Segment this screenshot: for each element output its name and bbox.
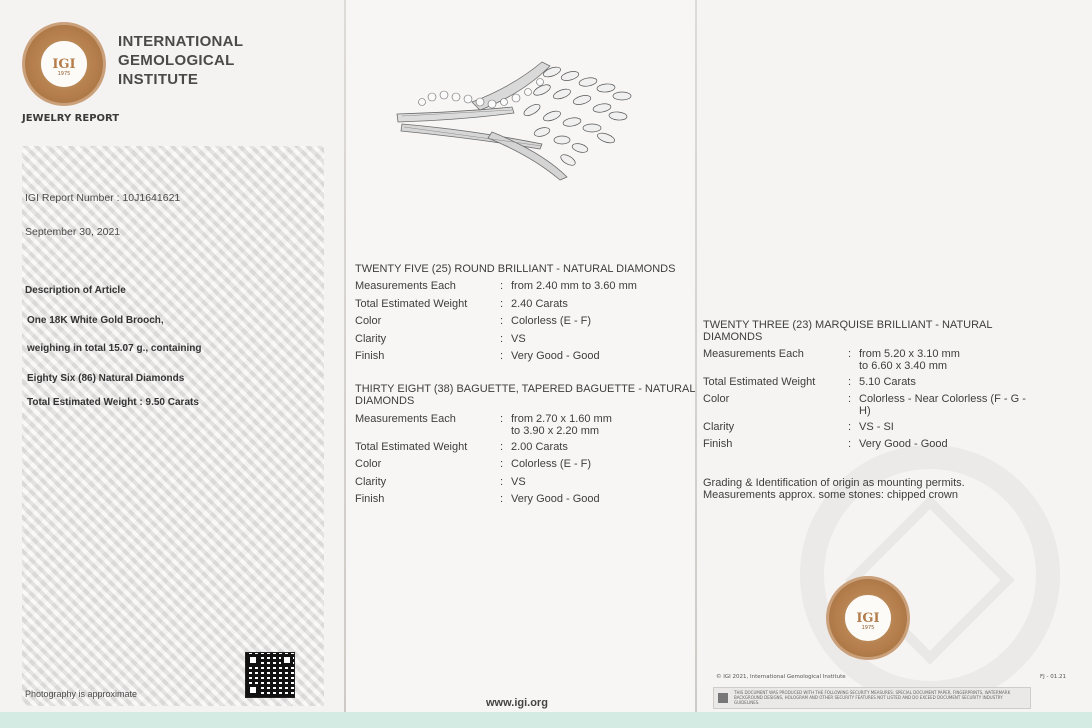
separator: : — [500, 413, 504, 425]
bottom-edge — [0, 712, 1092, 728]
description-line-1: One 18K White Gold Brooch, — [27, 315, 164, 326]
seal-mark: IGI — [52, 56, 76, 72]
description-line-3: Eighty Six (86) Natural Diamonds — [27, 373, 185, 384]
separator: : — [500, 493, 504, 505]
separator: : — [500, 458, 504, 470]
separator: : — [848, 438, 852, 450]
group3-value-measurements: from 5.20 x 3.10 mm — [859, 348, 960, 360]
group1-label-clarity: Clarity — [355, 333, 387, 345]
group3-label-color: Color — [703, 393, 730, 405]
group2-value-color: Colorless (E - F) — [511, 458, 592, 470]
separator: : — [500, 298, 504, 310]
group2-title: THIRTY EIGHT (38) BAGUETTE, TAPERED BAGUETTE - NATURAL — [355, 383, 696, 395]
separator: : — [500, 476, 504, 488]
group3-value-weight: 5.10 Carats — [859, 376, 916, 388]
report-type-title: JEWELRY REPORT — [22, 113, 120, 124]
separator: : — [848, 393, 852, 405]
photography-note: Photography is approximate — [25, 689, 138, 699]
group2-label-finish: Finish — [355, 493, 385, 505]
separator: : — [500, 315, 504, 327]
qr-code[interactable] — [245, 652, 295, 698]
comment-line-1: Grading & Identification of origin as mounting permits. — [703, 477, 965, 489]
separator: : — [848, 376, 852, 388]
form-code: FJ - 01.21 — [1040, 674, 1067, 680]
group1-label-weight: Total Estimated Weight — [355, 298, 468, 310]
brooch-photo — [392, 52, 640, 182]
separator: : — [500, 350, 504, 362]
group2-label-measurements: Measurements Each — [355, 413, 456, 425]
group1-label-color: Color — [355, 315, 382, 327]
group2-value-weight: 2.00 Carats — [511, 441, 568, 453]
report-number: IGI Report Number : 10J1641621 — [25, 192, 181, 204]
group1-value-measurements: from 2.40 mm to 3.60 mm — [511, 280, 637, 292]
security-note: THIS DOCUMENT WAS PRODUCED WITH THE FOLLOWING SECURITY MEASURES: SPECIAL DOCUMENT PAPER, FINGERPRINTS, WATERMARK BACKGROUND DESIGNS, HOLOGRAM AND OTHER SECURITY FEATURES NOT LISTED AND DO EXCEED DOCUMENT SECURITY INDUSTRY GUIDELINES. — [734, 690, 1011, 705]
group2-label-color: Color — [355, 458, 382, 470]
group3-value-measurements-line2: to 6.60 x 3.40 mm — [859, 360, 948, 372]
group2-value-finish: Very Good - Good — [511, 493, 600, 505]
total-weight-summary: Total Estimated Weight : 9.50 Carats — [27, 397, 199, 408]
separator: : — [500, 441, 504, 453]
group3-value-color: Colorless - Near Colorless (F - G - — [859, 393, 1026, 405]
group3-label-weight: Total Estimated Weight — [703, 376, 816, 388]
separator: : — [848, 421, 852, 433]
description-line-2: weighing in total 15.07 g., containing — [27, 343, 202, 354]
security-features-box — [713, 687, 1031, 709]
website-link[interactable]: www.igi.org — [486, 697, 548, 709]
group2-value-measurements-line2: to 3.90 x 2.20 mm — [511, 425, 600, 437]
group3-label-clarity: Clarity — [703, 421, 735, 433]
group1-value-weight: 2.40 Carats — [511, 298, 568, 310]
group2-value-clarity: VS — [511, 476, 526, 488]
separator: : — [848, 348, 852, 360]
group1-value-clarity: VS — [511, 333, 526, 345]
group3-value-color-line2: H) — [859, 405, 871, 417]
group1-label-finish: Finish — [355, 350, 385, 362]
group1-value-finish: Very Good - Good — [511, 350, 600, 362]
group1-label-measurements: Measurements Each — [355, 280, 456, 292]
copyright-note: © IGI 2021, International Gemological Institute — [716, 674, 846, 680]
group2-label-clarity: Clarity — [355, 476, 387, 488]
group3-value-clarity: VS - SI — [859, 421, 894, 433]
group3-title-line2: DIAMONDS — [703, 331, 763, 343]
report-date: September 30, 2021 — [25, 226, 121, 238]
igi-hologram-seal — [826, 576, 910, 660]
group3-label-finish: Finish — [703, 438, 733, 450]
description-heading: Description of Article — [25, 285, 126, 296]
group1-title: TWENTY FIVE (25) ROUND BRILLIANT - NATURAL DIAMONDS — [355, 263, 676, 275]
hologram-seal-mark: IGI — [856, 610, 880, 626]
hologram-seal-year: 1975 — [861, 624, 875, 631]
igi-seal-logo — [22, 22, 106, 106]
group2-label-weight: Total Estimated Weight — [355, 441, 468, 453]
separator: : — [500, 333, 504, 345]
group3-value-finish: Very Good - Good — [859, 438, 948, 450]
group1-value-color: Colorless (E - F) — [511, 315, 592, 327]
document-icon — [718, 693, 728, 703]
seal-year: 1975 — [57, 70, 71, 77]
comment-line-2: Measurements approx. some stones: chipped crown — [703, 489, 958, 501]
group2-value-measurements: from 2.70 x 1.60 mm — [511, 413, 612, 425]
separator: : — [500, 280, 504, 292]
group3-label-measurements: Measurements Each — [703, 348, 804, 360]
group2-title-line2: DIAMONDS — [355, 395, 415, 407]
group3-title: TWENTY THREE (23) MARQUISE BRILLIANT - NATURAL — [703, 319, 993, 331]
organization-name: INTERNATIONAL GEMOLOGICAL INSTITUTE — [118, 33, 244, 88]
